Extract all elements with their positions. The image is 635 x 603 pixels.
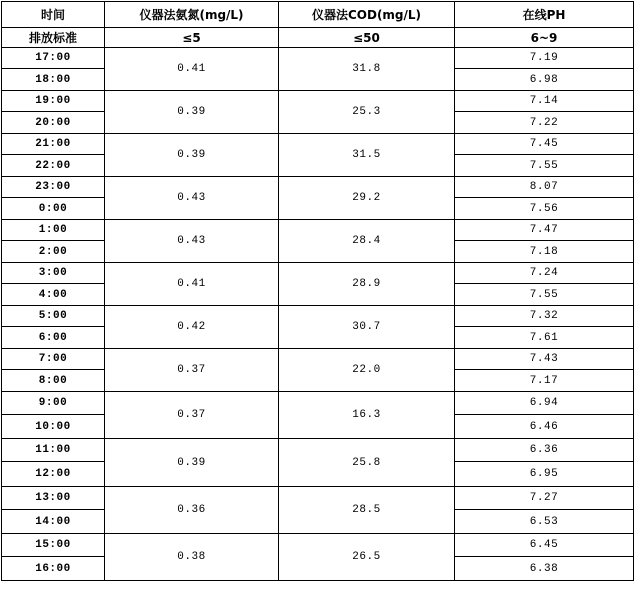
time-cell: 23:00 xyxy=(2,177,105,198)
ammonia-cell: 0.36 xyxy=(105,487,279,534)
time-cell: 14:00 xyxy=(2,510,105,534)
ph-cell: 7.24 xyxy=(455,263,634,284)
ph-cell: 7.43 xyxy=(455,349,634,370)
ph-cell: 6.95 xyxy=(455,462,634,487)
table-row xyxy=(2,48,634,69)
ammonia-cell: 0.39 xyxy=(105,134,279,177)
ph-cell: 7.14 xyxy=(455,91,634,112)
ph-cell: 6.38 xyxy=(455,557,634,581)
table-row xyxy=(2,177,634,198)
standard-label: 排放标准 xyxy=(2,28,105,48)
ammonia-cell: 0.42 xyxy=(105,306,279,349)
time-cell: 22:00 xyxy=(2,155,105,177)
time-cell: 2:00 xyxy=(2,241,105,263)
time-cell: 3:00 xyxy=(2,263,105,284)
ammonia-cell: 0.39 xyxy=(105,439,279,487)
time-cell: 12:00 xyxy=(2,462,105,487)
ph-cell: 7.45 xyxy=(455,134,634,155)
ammonia-cell: 0.43 xyxy=(105,177,279,220)
ammonia-cell: 0.38 xyxy=(105,534,279,581)
cod-cell: 28.5 xyxy=(279,487,455,534)
time-cell: 7:00 xyxy=(2,349,105,370)
ammonia-cell: 0.37 xyxy=(105,349,279,392)
table-row xyxy=(2,220,634,241)
ph-cell: 7.32 xyxy=(455,306,634,327)
cod-cell: 16.3 xyxy=(279,392,455,439)
time-cell: 4:00 xyxy=(2,284,105,306)
standard-row xyxy=(2,28,634,48)
cod-cell: 28.4 xyxy=(279,220,455,263)
ph-cell: 7.56 xyxy=(455,198,634,220)
ph-standard: 6~9 xyxy=(455,28,634,48)
table-row xyxy=(2,534,634,557)
ph-cell: 7.19 xyxy=(455,48,634,69)
ph-column-header: 在线PH xyxy=(455,2,634,28)
time-cell: 6:00 xyxy=(2,327,105,349)
ammonia-cell: 0.41 xyxy=(105,48,279,91)
ph-cell: 7.61 xyxy=(455,327,634,349)
time-cell: 11:00 xyxy=(2,439,105,462)
ammonia-standard: ≤5 xyxy=(105,28,279,48)
header-row xyxy=(2,2,634,28)
time-cell: 10:00 xyxy=(2,415,105,439)
ammonia-column-header: 仪器法氨氮(mg/L) xyxy=(105,2,279,28)
cod-cell: 28.9 xyxy=(279,263,455,306)
time-cell: 8:00 xyxy=(2,370,105,392)
table-row xyxy=(2,134,634,155)
cod-cell: 30.7 xyxy=(279,306,455,349)
table-row xyxy=(2,91,634,112)
ph-cell: 7.22 xyxy=(455,112,634,134)
ph-cell: 6.53 xyxy=(455,510,634,534)
ph-cell: 7.27 xyxy=(455,487,634,510)
cod-cell: 29.2 xyxy=(279,177,455,220)
time-cell: 9:00 xyxy=(2,392,105,415)
ammonia-cell: 0.39 xyxy=(105,91,279,134)
ph-cell: 6.36 xyxy=(455,439,634,462)
ph-cell: 7.47 xyxy=(455,220,634,241)
ph-cell: 6.46 xyxy=(455,415,634,439)
time-cell: 5:00 xyxy=(2,306,105,327)
time-cell: 17:00 xyxy=(2,48,105,69)
cod-cell: 31.8 xyxy=(279,48,455,91)
ph-cell: 6.94 xyxy=(455,392,634,415)
cod-cell: 31.5 xyxy=(279,134,455,177)
time-column-header: 时间 xyxy=(2,2,105,28)
ph-cell: 7.55 xyxy=(455,284,634,306)
time-cell: 18:00 xyxy=(2,69,105,91)
time-cell: 15:00 xyxy=(2,534,105,557)
time-cell: 21:00 xyxy=(2,134,105,155)
ammonia-cell: 0.43 xyxy=(105,220,279,263)
cod-cell: 25.8 xyxy=(279,439,455,487)
ammonia-cell: 0.37 xyxy=(105,392,279,439)
cod-cell: 25.3 xyxy=(279,91,455,134)
cod-cell: 22.0 xyxy=(279,349,455,392)
ph-cell: 6.98 xyxy=(455,69,634,91)
table-row xyxy=(2,487,634,510)
cod-column-header: 仪器法COD(mg/L) xyxy=(279,2,455,28)
table-row xyxy=(2,306,634,327)
cod-standard: ≤50 xyxy=(279,28,455,48)
cod-cell: 26.5 xyxy=(279,534,455,581)
table-row xyxy=(2,349,634,370)
time-cell: 1:00 xyxy=(2,220,105,241)
table-row xyxy=(2,392,634,415)
monitoring-table xyxy=(1,1,634,581)
time-cell: 13:00 xyxy=(2,487,105,510)
table-row xyxy=(2,439,634,462)
ph-cell: 7.17 xyxy=(455,370,634,392)
time-cell: 19:00 xyxy=(2,91,105,112)
ph-cell: 8.07 xyxy=(455,177,634,198)
ph-cell: 7.18 xyxy=(455,241,634,263)
ph-cell: 6.45 xyxy=(455,534,634,557)
table-body xyxy=(2,48,634,581)
table-row xyxy=(2,263,634,284)
ammonia-cell: 0.41 xyxy=(105,263,279,306)
ph-cell: 7.55 xyxy=(455,155,634,177)
time-cell: 20:00 xyxy=(2,112,105,134)
time-cell: 16:00 xyxy=(2,557,105,581)
time-cell: 0:00 xyxy=(2,198,105,220)
